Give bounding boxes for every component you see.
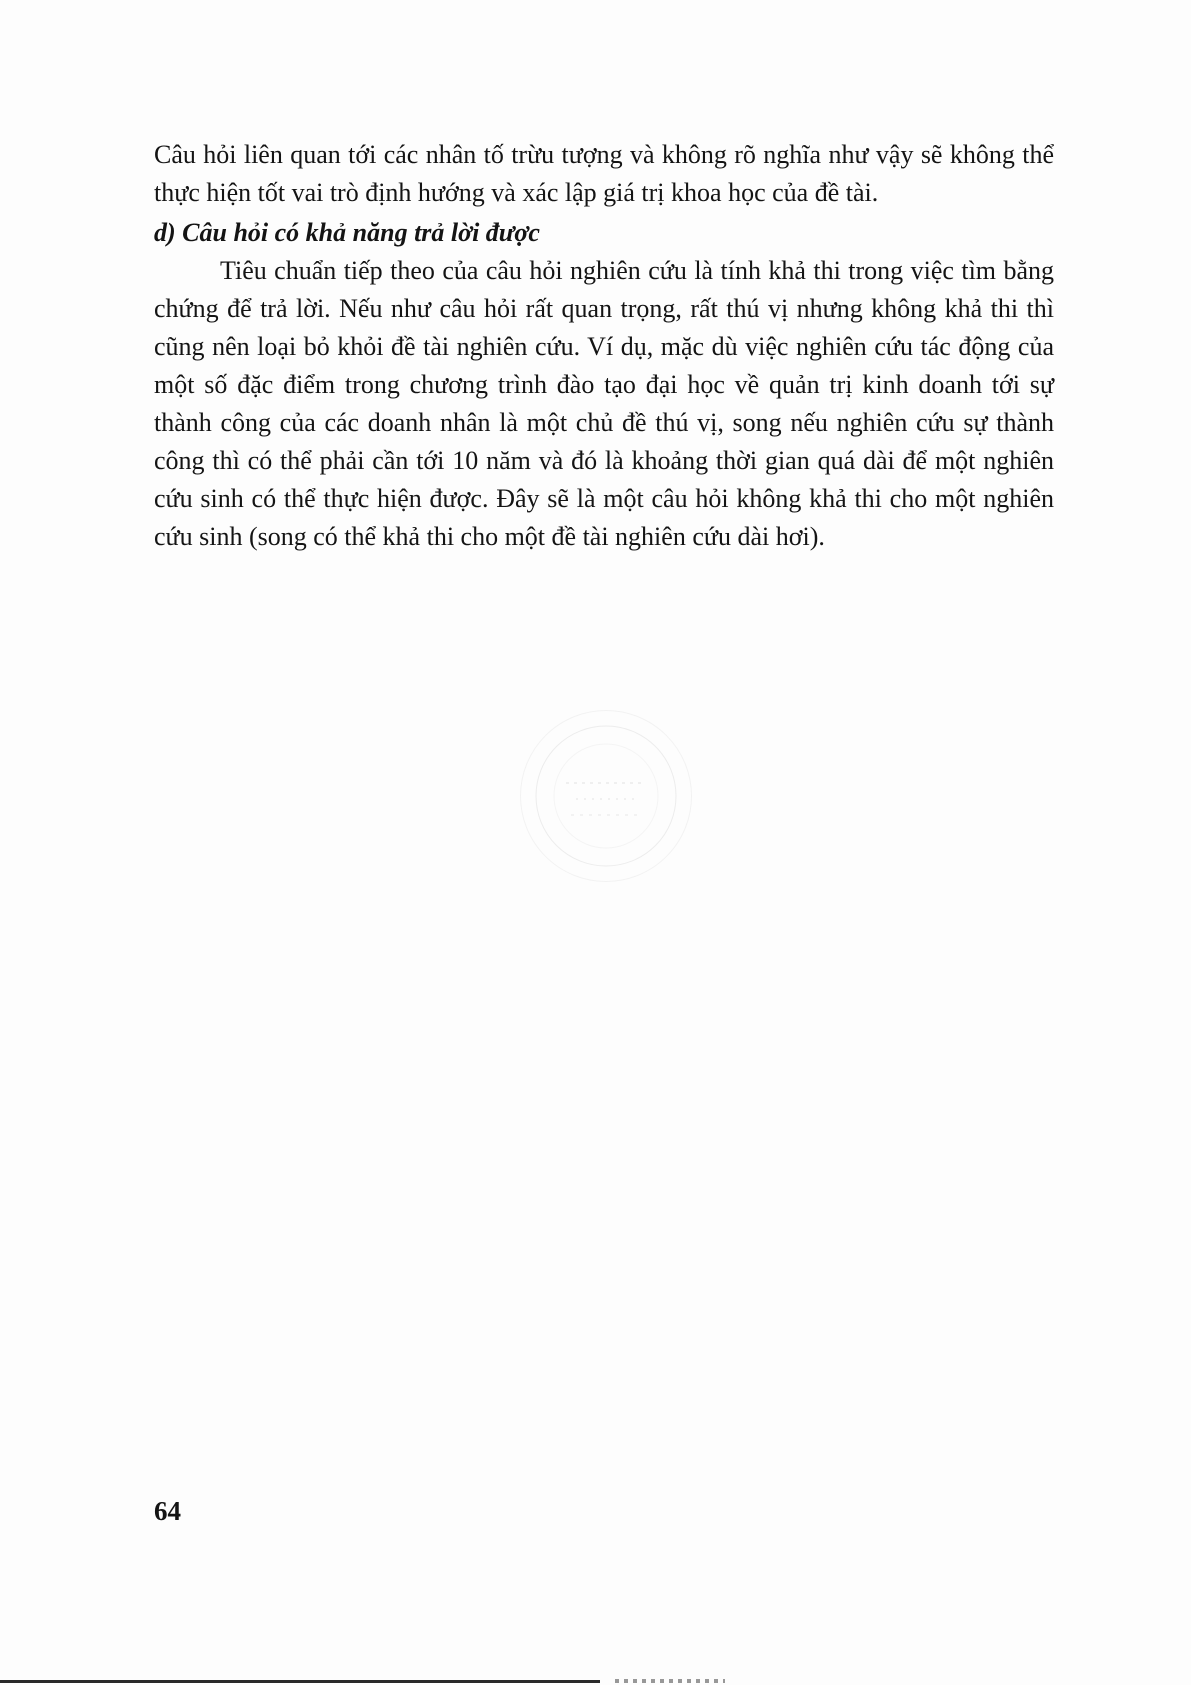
body-text bbox=[154, 136, 1054, 556]
bottom-scan-marks bbox=[615, 1679, 725, 1683]
section-heading-answerable-question: d) Câu hỏi có khả năng trả lời được bbox=[154, 218, 540, 247]
faded-library-stamp bbox=[520, 710, 692, 882]
stamp-icon bbox=[531, 721, 681, 871]
paragraph-feasibility: Tiêu chuẩn tiếp theo của câu hỏi nghiên cứu là tính khả thi trong việc tìm bằng chứng để trả lời. Nếu như câu hỏi rất quan trọng, rất thú vị nhưng không khả thi thì cũng nên loại bỏ khỏi đề tài nghiên cứu. Ví dụ, mặc dù việc nghiên cứu tác động của một số đặc điểm trong chương trình đào tạo đại học về quản trị kinh doanh tới sự thành công của các doanh nhân là một chủ đề thú vị, song nếu nghiên cứu sự thành công thì có thể phải cần tới 10 năm và đó là khoảng thời gian quá dài để một nghiên cứu sinh có thể thực hiện được. Đây sẽ là một câu hỏi không khả thi cho một nghiên cứu sinh (song có thể khả thi cho một đề tài nghiên cứu dài hơi). bbox=[154, 256, 1054, 551]
paragraph-abstract-factors: Câu hỏi liên quan tới các nhân tố trừu tượng và không rõ nghĩa như vậy sẽ không thể thực hiện tốt vai trò định hướng và xác lập giá trị khoa học của đề tài. bbox=[154, 140, 1054, 207]
bottom-scan-edge bbox=[0, 1680, 600, 1683]
page-number: 64 bbox=[154, 1496, 181, 1526]
